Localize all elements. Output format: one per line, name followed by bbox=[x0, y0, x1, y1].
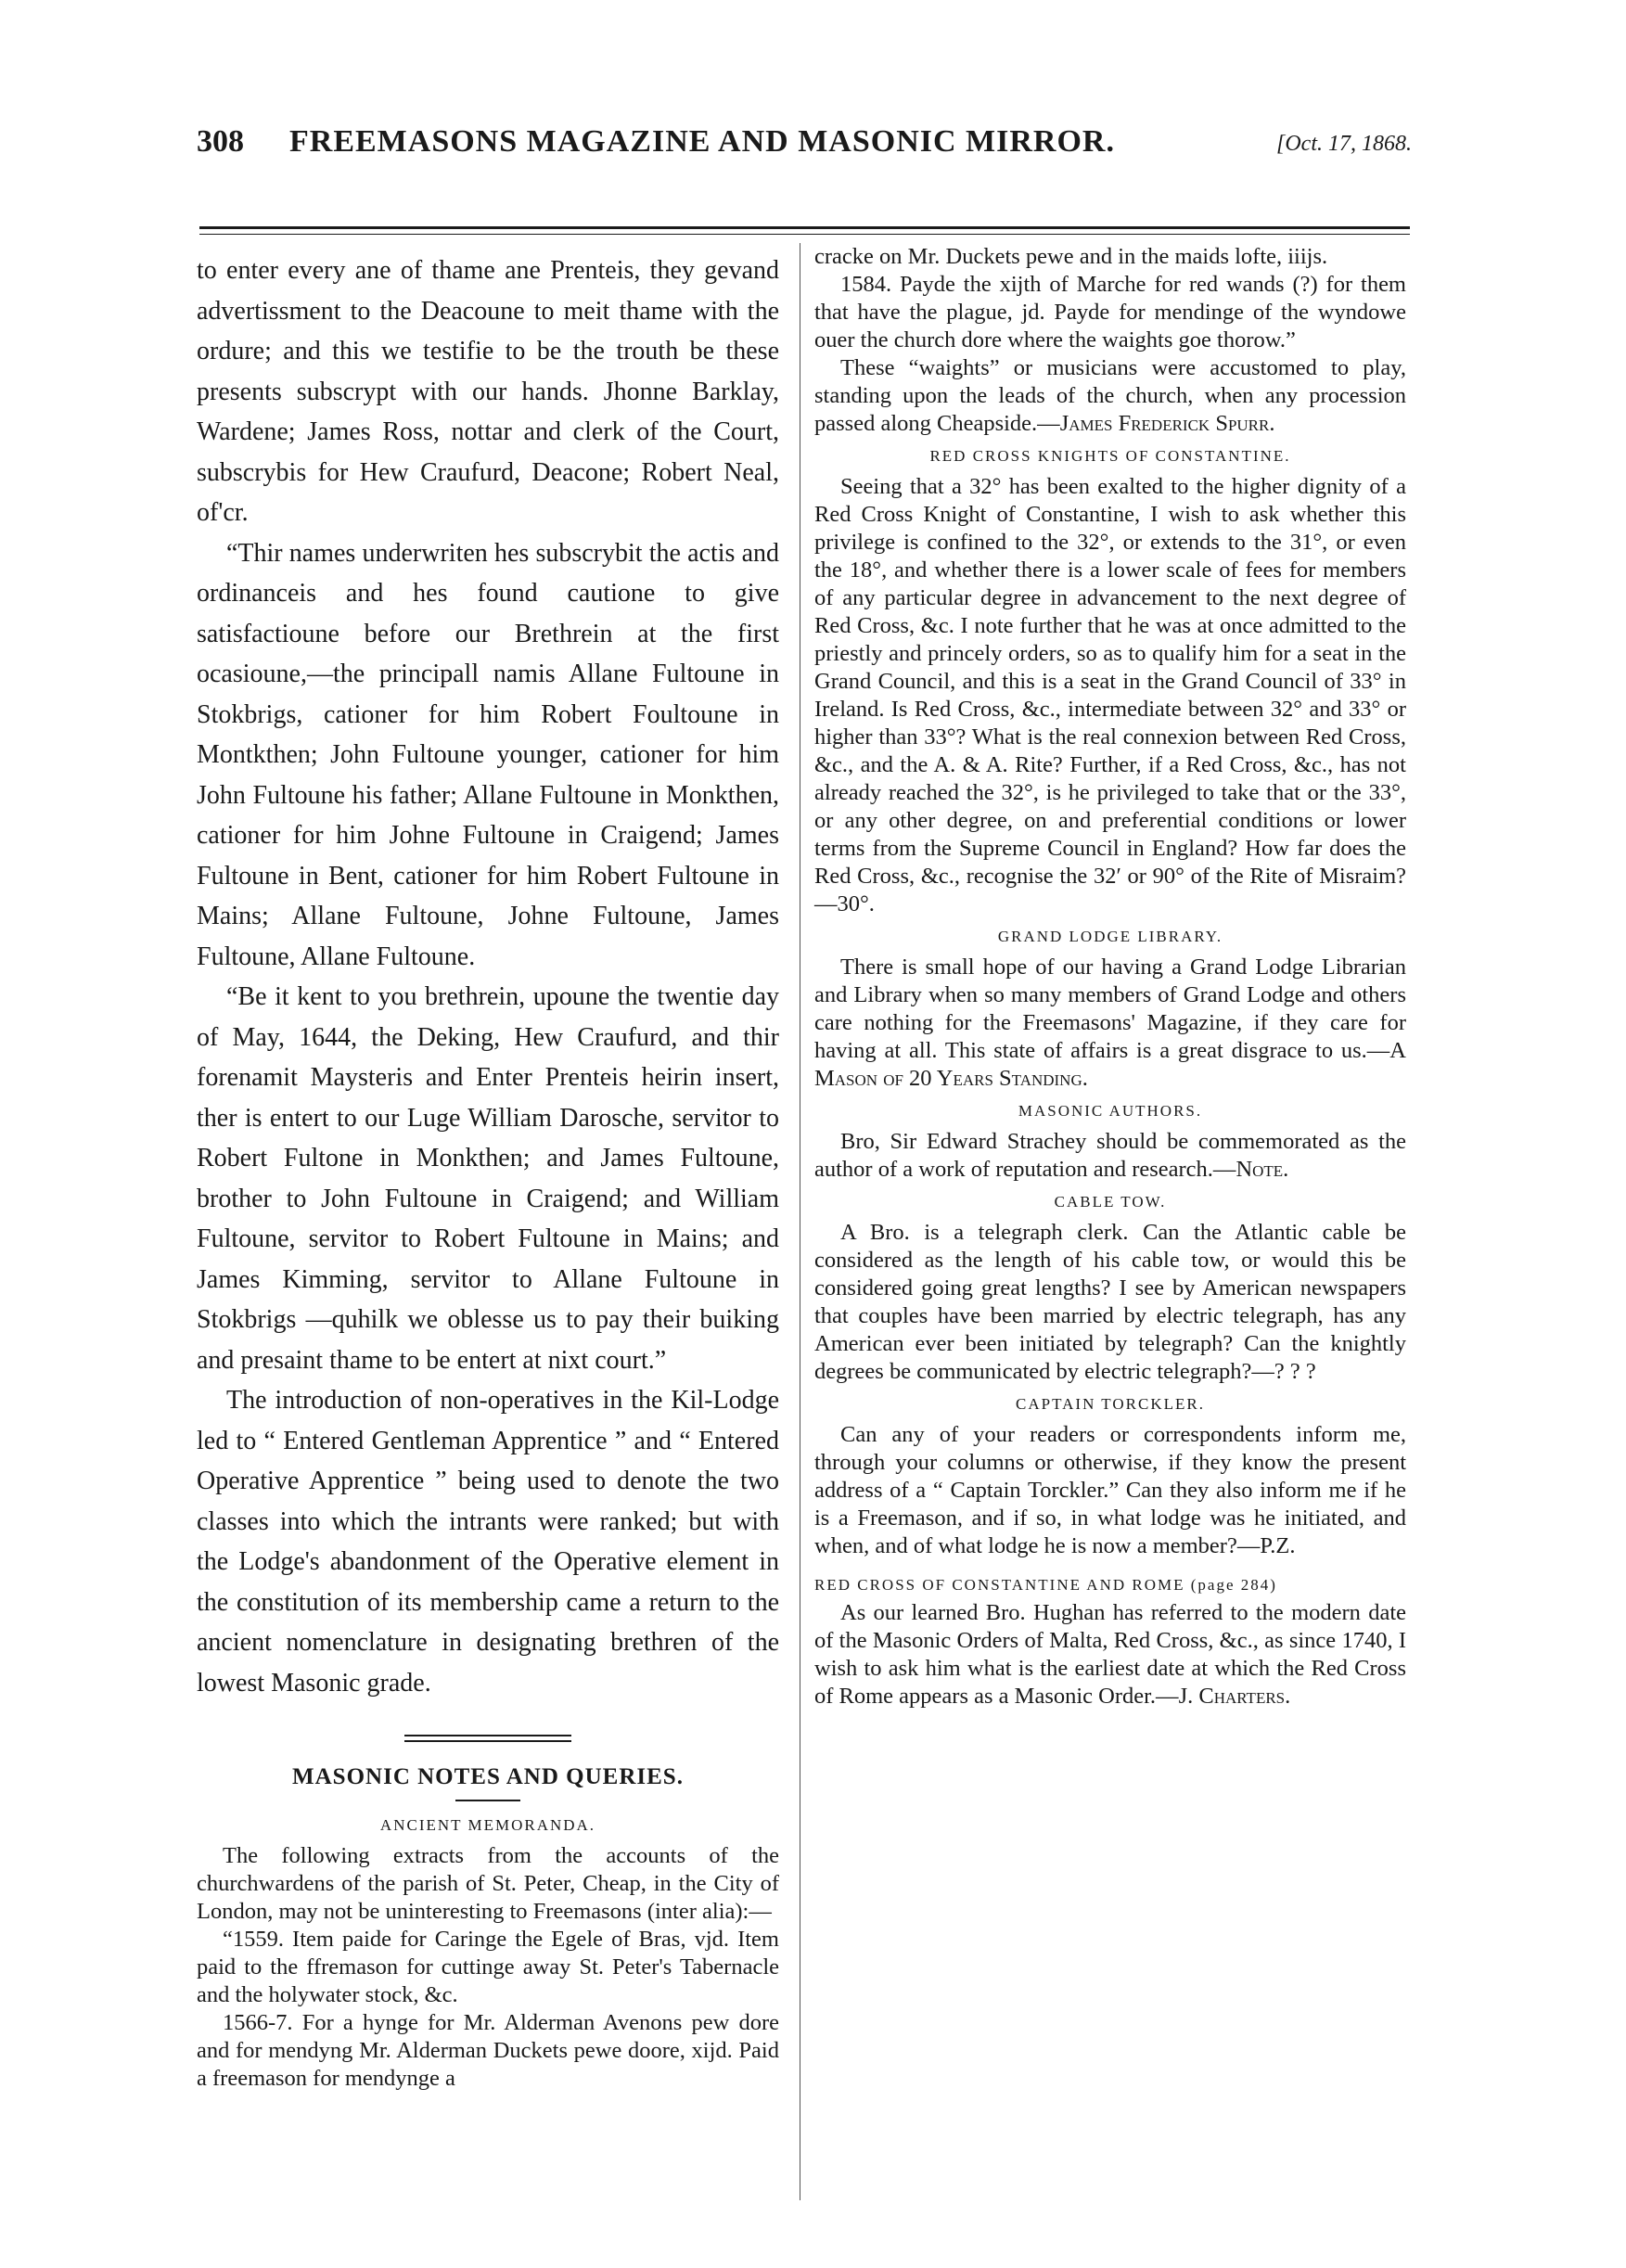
subheading: RED CROSS KNIGHTS OF CONSTANTINE. bbox=[929, 447, 1291, 465]
subheading: CAPTAIN TORCKLER. bbox=[1016, 1395, 1205, 1413]
magazine-title: FREEMASONS MAGAZINE AND MASONIC MIRROR. bbox=[289, 124, 1115, 159]
signature: A Mason of 20 Years Standing. bbox=[814, 1038, 1406, 1091]
paragraph bbox=[814, 954, 1406, 1093]
left-column bbox=[197, 250, 779, 2093]
paragraph: to enter every ane of thame ane Prenteis, they gevand advertissment to the Deacoune to meit thame with the ordure; and this we testifie to be the trouth be these presents subscrypt with our hands. Jhonne Barklay, Wardene; James Ross, nottar and clerk of the Court, subscrybis for Hew Craufurd, Deacone; Robert Neal, of'cr. bbox=[197, 256, 779, 527]
paragraph bbox=[814, 1128, 1406, 1184]
paragraph bbox=[814, 1599, 1406, 1711]
paragraph: “Thir names underwriten hes subscrybit the actis and ordinanceis and hes found cautione to give satisfactioune before our Brethrein at the first ocasioune,—the principall namis Allane Fultoune in Stokbrigs, cationer for him Robert Foultoune in Montkthen; John Fultoune younger, cationer for him John Fultoune his father; Allane Fultoune in Monkthen, cationer for him Johne Fultoune in Craigend; James Fultoune in Bent, cationer for him Robert Fultoune in Mains; Allane Fultoune, Johne Fultoune, James Fultoune, Allane Fultoune. bbox=[197, 538, 779, 971]
subheading: CABLE TOW. bbox=[1054, 1193, 1167, 1211]
run-in-heading: RED CROSS OF CONSTANTINE AND ROME (page 284) bbox=[814, 1576, 1277, 1594]
paragraph: “1559. Item paide for Caringe the Egele of Bras, vjd. Item paid to the ffremason for cuttinge away St. Peter's Tabernacle and the holywater stock, &c. bbox=[197, 1927, 779, 2007]
paragraph: Can any of your readers or correspondents inform me, through your columns or otherwise, if they know the present address of a “ Captain Torckler.” Can they also inform me if he is a Freemason, and if so, in what lodge was he initiated, and when, and of what lodge he is now a member?—P.Z. bbox=[814, 1422, 1406, 1558]
section-title: MASONIC NOTES AND QUERIES. bbox=[292, 1764, 684, 1789]
paragraph: “Be it kent to you brethrein, upoune the twentie day of May, 1644, the Deking, Hew Craufurd, and thir forenamit Maysteris and Enter Prenteis heirin insert, ther is entert to our Luge William Darosche, servitor to Robert Fultone in Monkthen; and James Fultoune, brother to John Fultoune in Craigend; and William Fultoune, servitor to Robert Fultoune in Mains; and James Kimming, servitor to Allane Fultoune in Stokbrigs —quhilk we oblesse us to pay their buiking and presaint thame to be entert at nixt court.” bbox=[197, 982, 779, 1375]
paragraph-text: As our learned Bro. Hughan has referred to the modern date of the Masonic Orders of Malta, Red Cross, &c., as since 1740, I wish to ask him what is the earliest date at which the Red Cross of Rome appears as a Masonic Order.— bbox=[814, 1600, 1406, 1709]
page-number: 308 bbox=[197, 124, 244, 159]
paragraph: The following extracts from the accounts of the churchwardens of the parish of St. Peter, Cheap, in the City of London, may not be uninteresting to Freemasons (inter alia):— bbox=[197, 1843, 779, 1924]
paragraph-text: These “waights” or musicians were accustomed to play, standing upon the leads of the church, when any procession passed along Cheapside.— bbox=[814, 355, 1406, 436]
header-rule-thin bbox=[199, 234, 1410, 235]
subheading: GRAND LODGE LIBRARY. bbox=[997, 928, 1223, 945]
header-rule-thick bbox=[199, 226, 1410, 229]
short-rule bbox=[455, 1800, 520, 1801]
signature: J. Charters. bbox=[1178, 1684, 1291, 1709]
section-double-rule bbox=[404, 1735, 571, 1742]
paragraph-text: Bro, Sir Edward Strachey should be commemorated as the author of a work of reputation and research.— bbox=[814, 1129, 1406, 1182]
paragraph: 1566-7. For a hynge for Mr. Alderman Avenons pew dore and for mendyng Mr. Alderman Duckets pewe doore, xijd. Paid a freemason for mendynge a bbox=[197, 2010, 779, 2091]
paragraph-text: There is small hope of our having a Grand Lodge Librarian and Library when so many members of Grand Lodge and others care nothing for the Freemasons' Magazine, if they care for having at all. This state of affairs is a great disgrace to us.— bbox=[814, 955, 1406, 1063]
paragraph: cracke on Mr. Duckets pewe and in the maids lofte, iiijs. bbox=[814, 244, 1328, 269]
paragraph: 1584. Payde the xijth of Marche for red wands (?) for them that have the plague, jd. Payde for mendinge of the wyndowe ouer the church dore where the waights goe thorow.” bbox=[814, 272, 1406, 352]
subheading: MASONIC AUTHORS. bbox=[1018, 1102, 1203, 1120]
paragraph: Seeing that a 32° has been exalted to the higher dignity of a Red Cross Knight of Constantine, I wish to ask whether this privilege is confined to the 32°, or extends to the 31°, or even the 18°, and whether there is a lower scale of fees for members of any particular degree in advancement to the next degree of Red Cross, &c. I note further that he was at once admitted to the priestly and princely orders, so as to qualify him for a seat in the Grand Council, and this is a seat in the Grand Council of 33° in Ireland. Is Red Cross, &c., intermediate between 32° and 33° or higher than 33°? What is the real connexion between Red Cross, &c., and the A. & A. Rite? Further, if a Red Cross, &c., has not already reached the 32°, is he privileged to take that or the 33°, or any other degree, on and preferential conditions or lower terms from the Supreme Council in England? How far does the Red Cross, &c., recognise the 32′ or 90° of the Rite of Misraim?—30°. bbox=[814, 474, 1406, 916]
signature: James Frederick Spurr. bbox=[1059, 411, 1275, 436]
signature: Note. bbox=[1236, 1157, 1289, 1182]
issue-date: [Oct. 17, 1868. bbox=[1276, 132, 1412, 156]
page-header bbox=[197, 119, 1421, 174]
right-column bbox=[814, 243, 1406, 1711]
paragraph: The introduction of non-operatives in the Kil-Lodge led to “ Entered Gentleman Apprentice ” and “ Entered Operative Apprentice ” being used to denote the two classes into which the intrants were ranked; but with the Lodge's abandonment of the Operative element in the constitution of its membership came a return to the ancient nomenclature in designating brethren of the lowest Masonic grade. bbox=[197, 1386, 779, 1698]
subheading: ANCIENT MEMORANDA. bbox=[379, 1816, 596, 1834]
paragraph: A Bro. is a telegraph clerk. Can the Atlantic cable be considered as the length of his cable tow, or would this be considered going great lengths? I see by American newspapers that couples have been married by electric telegraph, has any American ever been initiated by telegraph? Can the knightly degrees be communicated by electric telegraph?—? ? ? bbox=[814, 1220, 1406, 1384]
paragraph bbox=[814, 354, 1406, 438]
